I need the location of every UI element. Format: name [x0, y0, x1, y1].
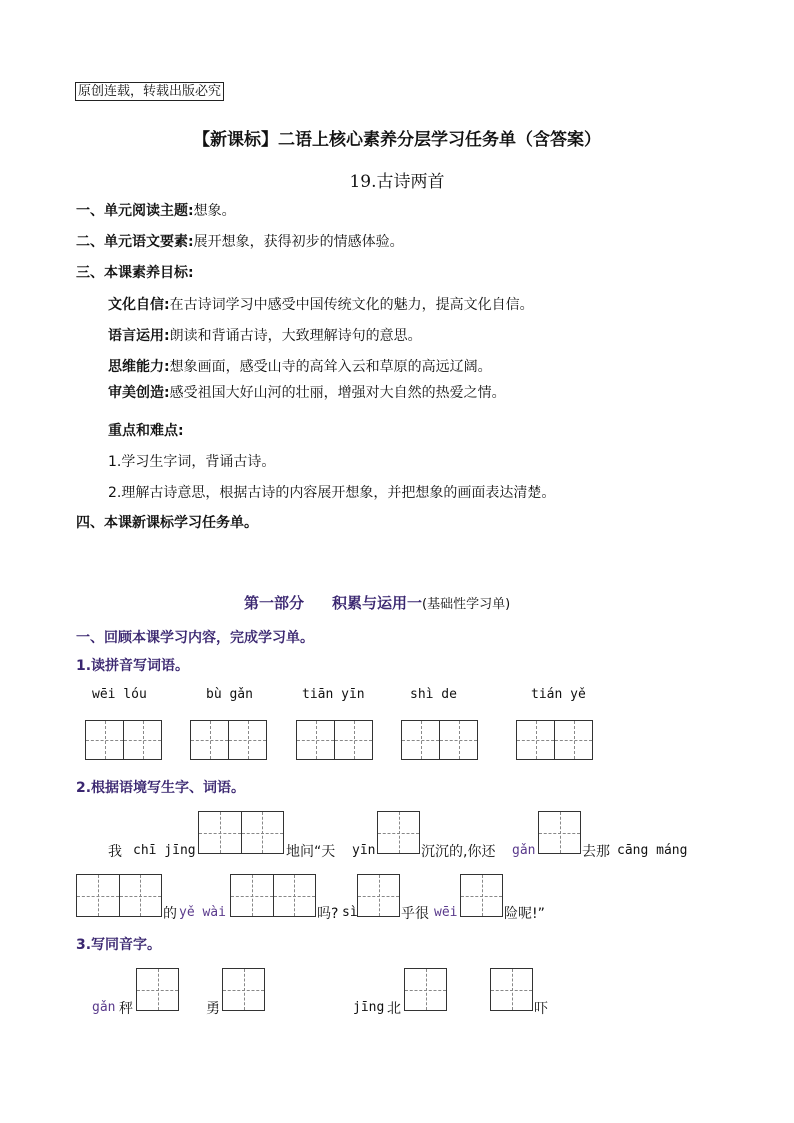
writing-grid[interactable] [85, 720, 162, 760]
goal-text: 在古诗词学习中感受中国传统文化的魅力，提高文化自信。 [169, 297, 534, 313]
goal-item [108, 295, 534, 315]
writing-grid[interactable] [76, 874, 162, 917]
pinyin-prompt: bù gǎn [206, 687, 253, 702]
character-prompt: 北 [387, 1001, 401, 1017]
section-task-list-label: 四、本课新课标学习任务单。 [76, 515, 258, 531]
pinyin-prompt: wēi [434, 905, 458, 920]
question-3-label: 3.写同音字。 [76, 937, 162, 953]
part-number: 第一部分 [244, 594, 305, 612]
copyright-stamp: 原创连载，转载出版必究 [75, 82, 224, 101]
writing-grid[interactable] [230, 874, 316, 917]
pinyin-prompt: cāng máng [617, 843, 688, 858]
pinyin-prompt: yě wài [179, 905, 226, 920]
pinyin-prompt: yīn [352, 843, 376, 858]
character-prompt: 秤 [119, 1001, 133, 1017]
section-language-element [76, 232, 404, 252]
pinyin-prompt: tián yě [531, 687, 586, 702]
pinyin-prompt: gǎn [92, 1000, 116, 1015]
pinyin-prompt: tiān yīn [302, 687, 365, 702]
section-text: 展开想象，获得初步的情感体验。 [193, 234, 404, 250]
writing-grid[interactable] [401, 720, 478, 760]
sentence-text: 地问“天 [286, 844, 336, 860]
writing-grid[interactable] [377, 811, 420, 854]
writing-grid[interactable] [460, 874, 503, 917]
writing-grid[interactable] [198, 811, 284, 854]
key-point-item: 2.理解古诗意思，根据古诗的内容展开想象，并把想象的画面表达清楚。 [108, 485, 556, 501]
lesson-title: 19.古诗两首 [349, 172, 445, 192]
part1-heading [244, 592, 510, 613]
goal-label: 语言运用: [108, 328, 170, 344]
goal-text: 感受祖国大好山河的壮丽，增强对大自然的热爱之情。 [169, 385, 506, 401]
sentence-text: 乎很 [401, 906, 429, 922]
key-points-label: 重点和难点: [108, 423, 184, 439]
pinyin-prompt: wēi lóu [92, 687, 147, 702]
question-1-label: 1.读拼音写词语。 [76, 658, 190, 674]
section-goals-label: 三、本课素养目标: [76, 265, 194, 281]
page-title: 【新课标】二语上核心素养分层学习任务单（含答案） [193, 130, 601, 150]
pinyin-prompt: sì [342, 905, 358, 920]
section-label: 二、单元语文要素: [76, 234, 194, 250]
pinyin-prompt: jīng [353, 1000, 385, 1015]
writing-grid[interactable] [136, 968, 179, 1011]
pinyin-prompt: chī jīng [133, 843, 196, 858]
writing-grid[interactable] [190, 720, 267, 760]
key-point-item: 1.学习生字词，背诵古诗。 [108, 454, 276, 470]
goal-item [108, 326, 422, 346]
goal-item [108, 357, 492, 377]
section-label: 一、单元阅读主题: [76, 203, 194, 219]
writing-grid[interactable] [357, 874, 400, 917]
task-heading: 一、回顾本课学习内容，完成学习单。 [76, 630, 314, 646]
goal-label: 文化自信: [108, 297, 170, 313]
sentence-text: 去那 [582, 844, 610, 860]
sentence-text: 吗? [317, 906, 339, 922]
question-2-label: 2.根据语境写生字、词语。 [76, 780, 246, 796]
goal-label: 思维能力: [108, 359, 170, 375]
character-prompt: 吓 [534, 1001, 548, 1017]
goal-text: 想象画面，感受山寺的高耸入云和草原的高远辽阔。 [169, 359, 492, 375]
part-note: (基础性学习单) [422, 597, 511, 612]
goal-text: 朗读和背诵古诗，大致理解诗句的意思。 [169, 328, 422, 344]
sentence-text: 险呢!” [504, 906, 545, 922]
writing-grid[interactable] [296, 720, 373, 760]
writing-grid[interactable] [222, 968, 265, 1011]
goal-label: 审美创造: [108, 385, 170, 401]
writing-grid[interactable] [490, 968, 533, 1011]
sentence-text: 的 [163, 906, 177, 922]
section-reading-theme [76, 201, 236, 221]
sentence-text: 我 [108, 844, 122, 860]
writing-grid[interactable] [404, 968, 447, 1011]
goal-item [108, 383, 506, 403]
character-prompt: 勇 [206, 1001, 220, 1017]
pinyin-prompt: gǎn [512, 843, 536, 858]
writing-grid[interactable] [516, 720, 593, 760]
writing-grid[interactable] [538, 811, 581, 854]
pinyin-prompt: shì de [410, 687, 457, 702]
sentence-text: 沉沉的,你还 [421, 844, 496, 860]
section-text: 想象。 [193, 203, 236, 219]
part-title: 积累与运用一 [332, 594, 423, 612]
